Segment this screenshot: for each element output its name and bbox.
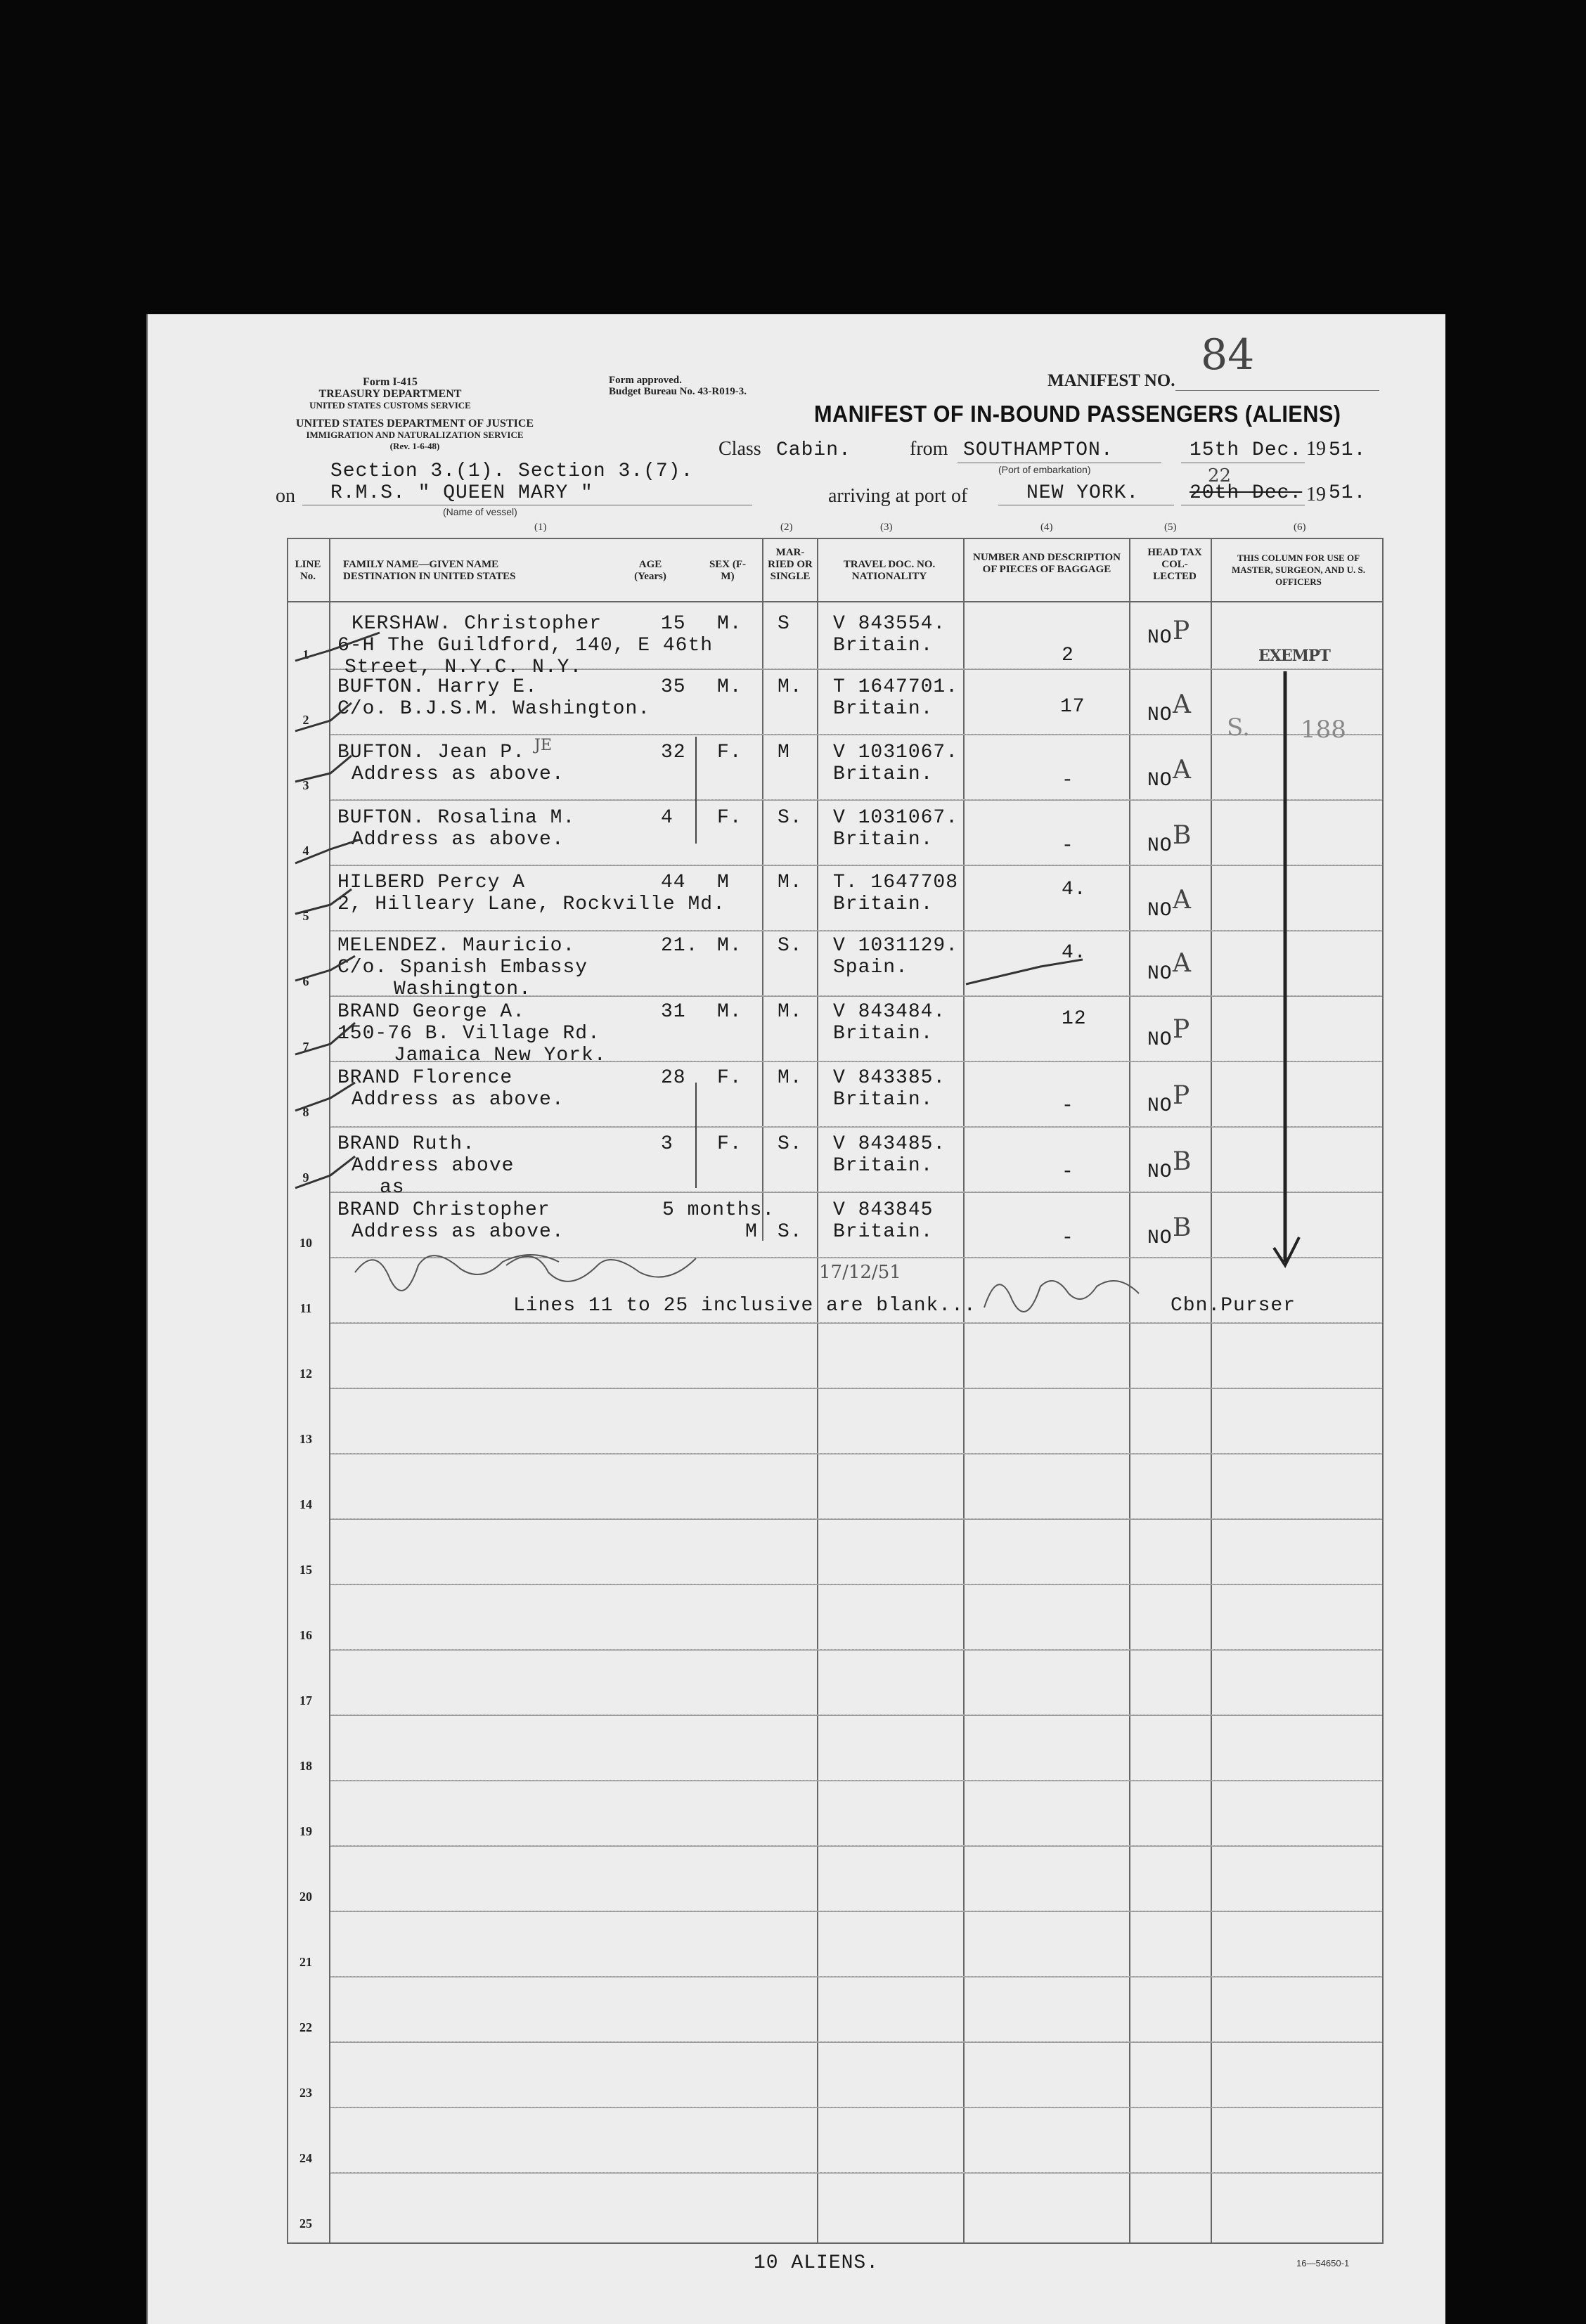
passenger-age: 4 bbox=[661, 807, 673, 829]
line-number: 2 bbox=[302, 713, 309, 727]
passenger-age: 5 months. bbox=[662, 1199, 775, 1221]
passenger-address-2: Washington. bbox=[394, 979, 531, 1000]
justice-label: UNITED STATES DEPARTMENT OF JUSTICE bbox=[295, 418, 534, 430]
passenger-marital-status: S bbox=[778, 613, 790, 635]
passenger-nationality: Britain. bbox=[833, 1089, 934, 1111]
passenger-travel-doc: T 1647701. bbox=[833, 676, 959, 698]
passenger-travel-doc: V 843845 bbox=[833, 1199, 934, 1221]
arriving-label: arriving at port of bbox=[828, 485, 968, 507]
passenger-sex: F. bbox=[717, 742, 742, 763]
passenger-nationality: Britain. bbox=[833, 763, 934, 785]
officer-mark: A bbox=[1173, 886, 1191, 915]
passenger-name: BRAND Ruth. bbox=[337, 1133, 475, 1155]
passenger-name: BUFTON. Rosalina M. bbox=[337, 807, 576, 829]
line-number: 8 bbox=[302, 1105, 309, 1119]
passenger-address: Address above bbox=[352, 1155, 515, 1177]
passenger-nationality: Britain. bbox=[833, 635, 934, 657]
passenger-baggage: - bbox=[1062, 1161, 1074, 1183]
passenger-age: 3 bbox=[661, 1133, 673, 1155]
passenger-baggage: - bbox=[1062, 1095, 1074, 1117]
passenger-name: BRAND Florence bbox=[337, 1067, 513, 1089]
passenger-address: 150-76 B. Village Rd. bbox=[337, 1023, 600, 1045]
line-number: 18 bbox=[299, 1759, 312, 1773]
passenger-address-2: as bbox=[380, 1177, 405, 1199]
col-num-2: (2) bbox=[780, 522, 793, 533]
line-number: 6 bbox=[302, 974, 309, 988]
passenger-name: HILBERD Percy A bbox=[337, 872, 526, 893]
purser-title: Cbn.Purser bbox=[1171, 1295, 1296, 1317]
passenger-travel-doc: V 843554. bbox=[833, 613, 946, 635]
passenger-sex: F. bbox=[717, 807, 742, 829]
col-num-6: (6) bbox=[1294, 522, 1306, 533]
passenger-sex: M bbox=[745, 1221, 758, 1243]
passenger-address: Address as above. bbox=[352, 763, 565, 785]
officer-mark: A bbox=[1173, 690, 1191, 719]
arrival-year-prefix: 19 bbox=[1306, 484, 1326, 505]
passenger-nationality: Britain. bbox=[833, 893, 934, 915]
col-header-married: MAR- RIED OR SINGLE bbox=[768, 547, 813, 582]
passenger-baggage: - bbox=[1062, 1227, 1074, 1249]
officer-mark: B bbox=[1173, 821, 1192, 850]
line-number: 12 bbox=[299, 1367, 312, 1381]
passenger-travel-doc: V 1031129. bbox=[833, 935, 959, 957]
col-header-head-tax: HEAD TAX COL- LECTED bbox=[1147, 547, 1202, 582]
col-header-line-no: LINE No. bbox=[295, 559, 321, 582]
line-number: 5 bbox=[302, 909, 309, 923]
passenger-nationality: Britain. bbox=[833, 1155, 934, 1177]
passenger-address: 6-H The Guildford, 140, E 46th bbox=[337, 635, 714, 657]
col-header-travel-doc: TRAVEL DOC. NO. NATIONALITY bbox=[843, 559, 936, 582]
passenger-address: C/o. Spanish Embassy bbox=[337, 957, 588, 979]
manifest-no: 84 bbox=[1201, 330, 1255, 380]
col-header-baggage: NUMBER AND DESCRIPTION OF PIECES OF BAGGAGE bbox=[972, 552, 1121, 575]
passenger-marital-status: M. bbox=[778, 1067, 803, 1089]
passenger-address: Address as above. bbox=[352, 1221, 565, 1243]
passenger-name: BRAND Christopher bbox=[337, 1199, 550, 1221]
manifest-no-label: MANIFEST NO. bbox=[1047, 371, 1175, 390]
passenger-nationality: Britain. bbox=[833, 1023, 934, 1045]
col-num-4: (4) bbox=[1040, 522, 1053, 533]
vessel-note: (Name of vessel) bbox=[443, 506, 517, 517]
passenger-baggage: 2 bbox=[1062, 645, 1074, 666]
passenger-sex: M. bbox=[717, 613, 742, 635]
officer-mark: P bbox=[1173, 1081, 1190, 1110]
passenger-age: 15 bbox=[661, 613, 686, 635]
passenger-name: KERSHAW. Christopher bbox=[352, 613, 602, 635]
passenger-baggage: 4. bbox=[1062, 942, 1087, 964]
vessel-name: R.M.S. " QUEEN MARY " bbox=[330, 482, 593, 504]
line-number: 14 bbox=[299, 1497, 312, 1511]
line-number: 15 bbox=[299, 1563, 312, 1577]
departure-date: 15th Dec. bbox=[1190, 439, 1303, 461]
passenger-baggage: - bbox=[1062, 835, 1074, 857]
budget-bureau: Budget Bureau No. 43-R019-3. bbox=[609, 386, 747, 397]
passenger-travel-doc: V 843485. bbox=[833, 1133, 946, 1155]
passenger-address-2: Jamaica New York. bbox=[394, 1045, 607, 1066]
head-tax: NO bbox=[1147, 835, 1173, 857]
passenger-sex: M. bbox=[717, 1001, 742, 1023]
class-label: Class bbox=[718, 438, 761, 460]
passenger-age: 44 bbox=[661, 872, 686, 893]
rev-label: (Rev. 1-6-48) bbox=[389, 441, 440, 451]
line-number: 7 bbox=[302, 1040, 309, 1054]
check-marks bbox=[295, 633, 1083, 1188]
passenger-sex: M. bbox=[717, 935, 742, 957]
officer-mark: B bbox=[1173, 1213, 1192, 1242]
treasury-label: TREASURY DEPARTMENT bbox=[318, 388, 462, 400]
line-number: 4 bbox=[302, 844, 309, 858]
passenger-age: 35 bbox=[661, 676, 686, 698]
head-tax: NO bbox=[1147, 1029, 1173, 1051]
passenger-baggage: 4. bbox=[1062, 879, 1087, 900]
passenger-nationality: Britain. bbox=[833, 698, 934, 720]
line-number: 16 bbox=[299, 1628, 312, 1642]
line-number: 23 bbox=[299, 2086, 312, 2100]
line-number: 3 bbox=[302, 778, 309, 792]
head-tax: NO bbox=[1147, 1095, 1173, 1117]
departure-year: 51. bbox=[1329, 439, 1367, 461]
passenger-age: 32 bbox=[661, 742, 686, 763]
passenger-baggage: 17 bbox=[1060, 696, 1085, 718]
passenger-age: 21. bbox=[661, 935, 699, 957]
col-num-5: (5) bbox=[1164, 522, 1177, 533]
passenger-sex: F. bbox=[717, 1133, 742, 1155]
head-tax: NO bbox=[1147, 900, 1173, 922]
passenger-marital-status: M. bbox=[778, 872, 803, 893]
passenger-name: BUFTON. Harry E. bbox=[337, 676, 538, 698]
passenger-marital-status: M. bbox=[778, 1001, 803, 1023]
form-id: Form I-415 bbox=[363, 376, 418, 388]
col-num-3: (3) bbox=[880, 522, 893, 533]
print-code: 16—54650-1 bbox=[1296, 2258, 1350, 2268]
line-number: 20 bbox=[299, 1890, 312, 1904]
line-number: 10 bbox=[299, 1236, 312, 1250]
on-label: on bbox=[276, 485, 295, 507]
line-number: 22 bbox=[299, 2020, 312, 2034]
head-tax: NO bbox=[1147, 1161, 1173, 1183]
head-tax: NO bbox=[1147, 963, 1173, 985]
head-tax: NO bbox=[1147, 1227, 1173, 1249]
head-tax: NO bbox=[1147, 627, 1173, 649]
arrival-year: 51. bbox=[1329, 482, 1367, 504]
officer-mark: A bbox=[1173, 756, 1191, 785]
passenger-marital-status: S. bbox=[778, 1221, 803, 1243]
manifest-title: MANIFEST OF IN-BOUND PASSENGERS (ALIENS) bbox=[814, 401, 1341, 427]
col-header-sex: SEX (F-M) bbox=[709, 559, 747, 582]
from-port: SOUTHAMPTON. bbox=[963, 439, 1114, 461]
passenger-travel-doc: V 1031067. bbox=[833, 742, 959, 763]
passenger-age: 31 bbox=[661, 1001, 686, 1023]
passenger-marital-status: S. bbox=[778, 935, 803, 957]
passenger-baggage: 12 bbox=[1062, 1008, 1087, 1030]
passenger-marital-status: M. bbox=[778, 676, 803, 698]
passenger-travel-doc: T. 1647708 bbox=[833, 872, 959, 893]
line-number: 9 bbox=[302, 1170, 309, 1184]
passenger-name: MELENDEZ. Mauricio. bbox=[337, 935, 576, 957]
col-header-officers: THIS COLUMN FOR USE OF MASTER, SURGEON, AND U. S. OFFICERS bbox=[1232, 553, 1365, 587]
sections-note: Section 3.(1). Section 3.(7). bbox=[330, 460, 694, 482]
ins-label: IMMIGRATION AND NATURALIZATION SERVICE bbox=[306, 430, 524, 440]
customs-label: UNITED STATES CUSTOMS SERVICE bbox=[309, 400, 471, 411]
passenger-travel-doc: V 843484. bbox=[833, 1001, 946, 1023]
passenger-sex: M bbox=[717, 872, 730, 893]
blank-lines-note: Lines 11 to 25 inclusive are blank... bbox=[513, 1295, 976, 1317]
passenger-nationality: Britain. bbox=[833, 829, 934, 851]
passenger-address: C/o. B.J.S.M. Washington. bbox=[337, 698, 651, 720]
arrival-date: 20th Dec. bbox=[1190, 482, 1303, 504]
line-number: 24 bbox=[299, 2151, 312, 2165]
passenger-marital-status: S. bbox=[778, 807, 803, 829]
col-header-name: FAMILY NAME—GIVEN NAME DESTINATION IN UNITED STATES bbox=[343, 559, 516, 582]
arrival-date-correction: 22 bbox=[1208, 465, 1232, 486]
from-label: from bbox=[910, 438, 948, 460]
line-number: 21 bbox=[299, 1955, 312, 1969]
officer-mark: A bbox=[1173, 949, 1191, 978]
passenger-travel-doc: V 1031067. bbox=[833, 807, 959, 829]
line-number: 1 bbox=[302, 647, 309, 661]
arrival-port: NEW YORK. bbox=[1026, 482, 1140, 504]
form-approved: Form approved. bbox=[609, 375, 682, 386]
passenger-travel-doc: V 843385. bbox=[833, 1067, 946, 1089]
officer-mark: B bbox=[1173, 1147, 1192, 1176]
line-number: 17 bbox=[299, 1693, 312, 1708]
passenger-address: 2, Hilleary Lane, Rockville Md. bbox=[337, 893, 726, 915]
line-number: 19 bbox=[299, 1824, 312, 1838]
line-number: 11 bbox=[299, 1301, 312, 1315]
exempt-number: 188 bbox=[1301, 716, 1346, 744]
passenger-nationality: Britain. bbox=[833, 1221, 934, 1243]
exempt-stamp: EXEMPT bbox=[1258, 647, 1330, 665]
head-tax: NO bbox=[1147, 704, 1173, 726]
passenger-address: Address as above. bbox=[352, 829, 565, 851]
jean-correction: JE bbox=[534, 737, 552, 754]
passenger-marital-status: M bbox=[778, 742, 790, 763]
passenger-address-2: Street, N.Y.C. N.Y. bbox=[344, 657, 583, 678]
line-number: 25 bbox=[299, 2216, 312, 2231]
passenger-name: BRAND George A. bbox=[337, 1001, 526, 1023]
officer-mark: P bbox=[1173, 616, 1190, 645]
line-number: 13 bbox=[299, 1432, 312, 1446]
passenger-address: Address as above. bbox=[352, 1089, 565, 1111]
passenger-marital-status: S. bbox=[778, 1133, 803, 1155]
alien-count: 10 ALIENS. bbox=[754, 2252, 879, 2274]
passenger-age: 28 bbox=[661, 1067, 686, 1089]
exempt-prefix: S. bbox=[1227, 714, 1250, 742]
class-value: Cabin. bbox=[776, 439, 851, 461]
head-tax: NO bbox=[1147, 770, 1173, 792]
col-num-1: (1) bbox=[534, 522, 547, 533]
passenger-nationality: Spain. bbox=[833, 957, 908, 979]
port-embark-note: (Port of embarkation) bbox=[998, 464, 1091, 475]
passenger-sex: M. bbox=[717, 676, 742, 698]
departure-year-prefix: 19 bbox=[1306, 438, 1326, 460]
officer-mark: P bbox=[1173, 1015, 1190, 1044]
passenger-name: BUFTON. Jean P. bbox=[337, 742, 526, 763]
passenger-sex: F. bbox=[717, 1067, 742, 1089]
passenger-baggage: - bbox=[1062, 770, 1074, 792]
handwritten-date: 17/12/51 bbox=[819, 1262, 901, 1283]
col-header-age: AGE (Years) bbox=[634, 559, 666, 582]
